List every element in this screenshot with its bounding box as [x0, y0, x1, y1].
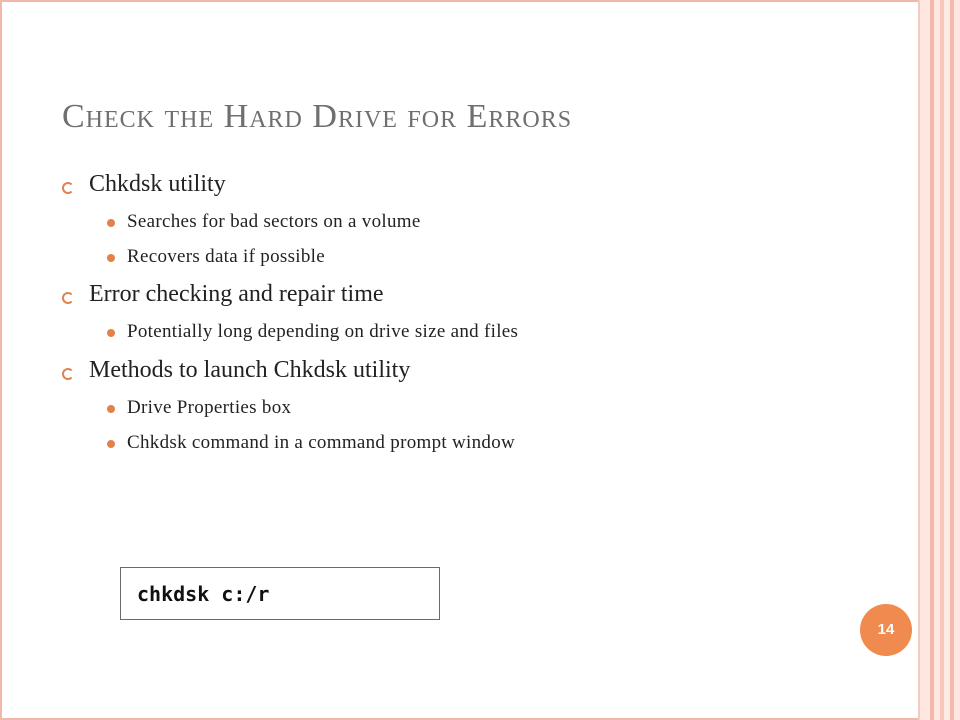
bullet-text: Error checking and repair time	[89, 281, 384, 308]
right-decorative-stripes	[918, 0, 960, 720]
orange-ring-bullet-icon	[62, 182, 75, 191]
sub-bullet-text: Potentially long depending on drive size and files	[127, 321, 519, 343]
command-text: chkdsk c:/r	[137, 582, 270, 606]
sub-bullet-recovers	[107, 246, 902, 269]
sub-bullet-text: Chkdsk command in a command prompt window	[127, 431, 516, 453]
bullet-error-checking	[62, 280, 902, 309]
sub-bullet-drive-properties	[107, 397, 902, 420]
left-frame-border	[0, 0, 10, 720]
bullet-list	[62, 170, 902, 466]
slide-title: Check the Hard Drive for Errors	[62, 98, 573, 135]
command-example-box	[120, 567, 440, 620]
top-frame-border	[0, 0, 918, 2]
sub-bullet-text: Searches for bad sectors on a volume	[127, 210, 421, 232]
orange-ring-bullet-icon	[62, 292, 75, 301]
sub-bullet-searches	[107, 211, 902, 234]
sub-bullet-text: Recovers data if possible	[127, 245, 325, 267]
bullet-chkdsk-utility	[62, 170, 902, 199]
bullet-text: Chkdsk utility	[89, 171, 226, 197]
bullet-text: Methods to launch Chkdsk utility	[89, 356, 411, 383]
orange-dot-bullet-icon	[107, 219, 115, 227]
sub-bullet-chkdsk-command	[107, 432, 902, 455]
sub-bullet-text: Drive Properties box	[127, 396, 292, 418]
page-number-badge: 14	[860, 604, 912, 656]
orange-dot-bullet-icon	[107, 440, 115, 448]
sub-bullet-potentially-long	[107, 321, 902, 344]
orange-dot-bullet-icon	[107, 329, 115, 337]
orange-dot-bullet-icon	[107, 405, 115, 413]
orange-dot-bullet-icon	[107, 254, 115, 262]
orange-ring-bullet-icon	[62, 368, 75, 377]
bullet-methods	[62, 356, 902, 385]
